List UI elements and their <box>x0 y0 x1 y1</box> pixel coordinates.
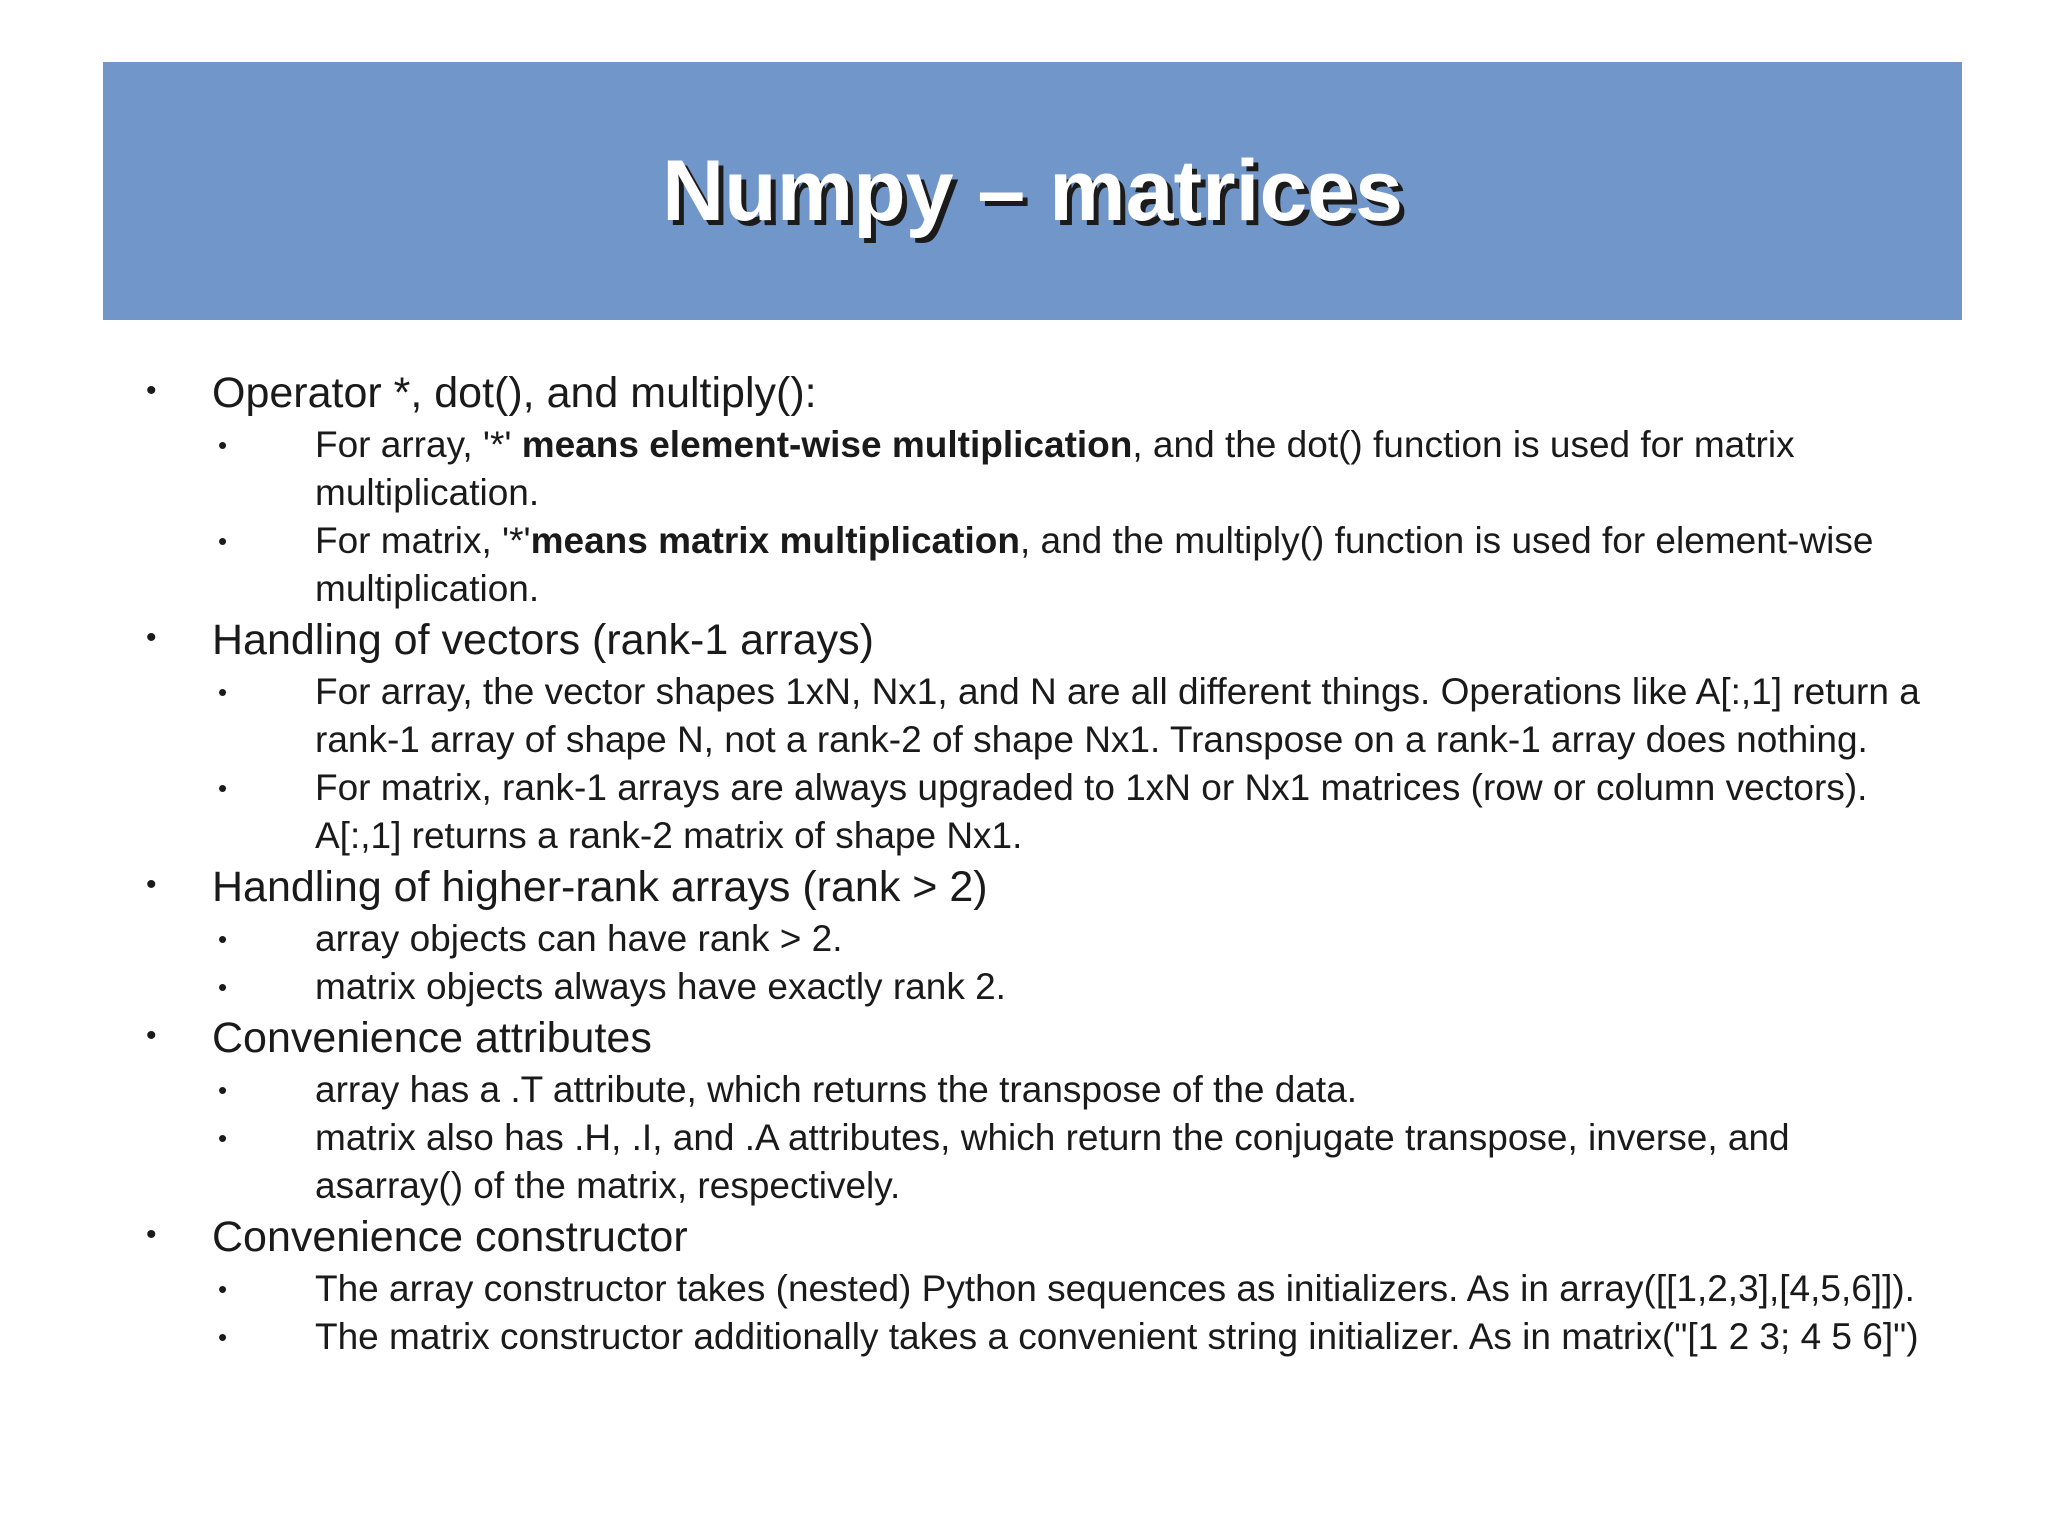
text-run: For matrix, '*' <box>315 520 531 561</box>
section-heading: Operator *, dot(), and multiply(): <box>212 369 817 417</box>
list-item-text: array has a .T attribute, which returns the transpose of the data. <box>315 1069 1358 1110</box>
list-item-text: For matrix, rank-1 arrays are always upgraded to 1xN or Nx1 matrices (row or column vectors). A[:,1] returns a rank-2 matrix of shape Nx1. <box>315 767 1868 856</box>
section-constructor <box>140 1210 1940 1361</box>
slide-content <box>140 366 1940 1361</box>
bullet-icon: • <box>218 1274 228 1304</box>
list-item-text: array objects can have rank > 2. <box>315 918 843 959</box>
sub-bullet-list <box>212 915 1940 1011</box>
bullet-icon: • <box>218 1322 228 1352</box>
list-item-text: The matrix constructor additionally takes a convenient string initializer. As in matrix("[1 2 3; 4 5 6]") <box>315 1316 1919 1357</box>
sub-bullet-list <box>212 1066 1940 1210</box>
section-operators <box>140 366 1940 613</box>
bullet-icon: • <box>218 1075 228 1105</box>
list-item-text: matrix also has .H, .I, and .A attributes, which return the conjugate transpose, inverse, and asarray() of the matrix, respectively. <box>315 1117 1790 1206</box>
section-higher-rank <box>140 860 1940 1011</box>
list-item <box>212 915 1940 963</box>
bullet-icon: • <box>146 374 157 407</box>
title-bar <box>103 62 1962 320</box>
list-item <box>212 1265 1940 1313</box>
list-item <box>212 764 1940 860</box>
section-heading: Convenience attributes <box>212 1014 652 1062</box>
list-item <box>212 1066 1940 1114</box>
bullet-icon: • <box>218 773 228 803</box>
list-item-text: For array, the vector shapes 1xN, Nx1, and N are all different things. Operations like A[:,1] return a rank-1 array of shape N, not a rank-2 of shape Nx1. Transpose on a rank-1 array does nothing. <box>315 671 1920 760</box>
section-attributes <box>140 1011 1940 1210</box>
sub-bullet-list <box>212 1265 1940 1361</box>
bullet-icon: • <box>146 1019 157 1052</box>
bullet-icon: • <box>146 868 157 901</box>
sub-bullet-list <box>212 421 1940 613</box>
list-item <box>212 963 1940 1011</box>
section-heading: Handling of higher-rank arrays (rank > 2) <box>212 863 988 911</box>
section-heading: Handling of vectors (rank-1 arrays) <box>212 616 874 664</box>
list-item <box>212 1114 1940 1210</box>
bullet-icon: • <box>218 526 228 556</box>
bullet-icon: • <box>218 1123 228 1153</box>
text-run: , and the multiply() function is used for element-wise multiplication. <box>315 520 1874 609</box>
list-item-text <box>315 424 1795 513</box>
bullet-icon: • <box>218 677 228 707</box>
bullet-list <box>140 366 1940 1361</box>
list-item <box>212 1313 1940 1361</box>
text-run: For array, '*' <box>315 424 522 465</box>
bullet-icon: • <box>218 972 228 1002</box>
slide-title: Numpy – matrices <box>662 143 1403 239</box>
bullet-icon: • <box>146 621 157 654</box>
list-item <box>212 421 1940 517</box>
list-item <box>212 517 1940 613</box>
bullet-icon: • <box>146 1218 157 1251</box>
bold-text-run: means matrix multiplication <box>530 520 1020 561</box>
sub-bullet-list <box>212 668 1940 860</box>
list-item-text: The array constructor takes (nested) Python sequences as initializers. As in array([[1,2,3],[4,5,6]]). <box>315 1268 1915 1309</box>
list-item-text <box>315 520 1873 609</box>
list-item <box>212 668 1940 764</box>
section-vectors <box>140 613 1940 860</box>
list-item-text: matrix objects always have exactly rank 2. <box>315 966 1006 1007</box>
bold-text-run: means element-wise multiplication <box>521 424 1133 465</box>
text-run: , and the dot() function is used for matrix multiplication. <box>315 424 1795 513</box>
bullet-icon: • <box>218 430 228 460</box>
bullet-icon: • <box>218 924 228 954</box>
section-heading: Convenience constructor <box>212 1213 688 1261</box>
